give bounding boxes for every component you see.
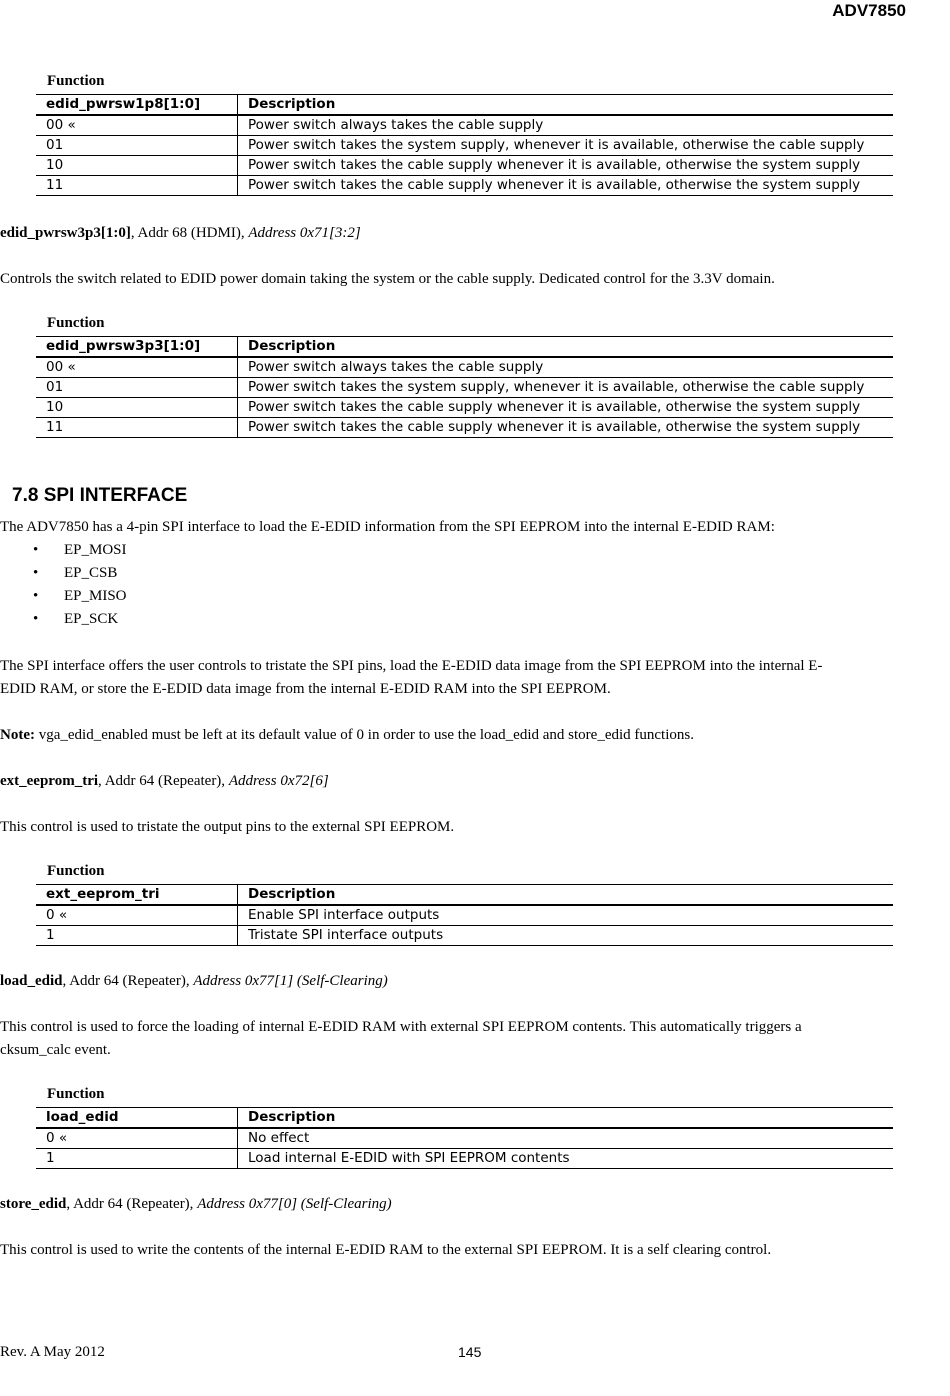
table-row <box>36 357 893 378</box>
register-address: Address 0x71[3:2] <box>248 225 361 241</box>
table-title: Function <box>47 315 105 331</box>
paragraph-line: cksum_calc event. <box>0 1042 111 1058</box>
section-heading <box>12 485 187 507</box>
list-item <box>33 539 127 562</box>
table-row <box>36 1128 893 1149</box>
table-cell: 00 « <box>36 357 238 378</box>
table-cell: 11 <box>36 418 238 438</box>
table-cell: 10 <box>36 156 238 176</box>
register-address: Address 0x77[0] (Self-Clearing) <box>197 1196 392 1212</box>
bullet-icon: • <box>33 611 39 627</box>
table-cell: 0 « <box>36 905 238 926</box>
column-header-field: edid_pwrsw3p3[1:0] <box>36 337 238 358</box>
register-address: Address 0x77[1] (Self-Clearing) <box>193 973 388 989</box>
table-cell: 11 <box>36 176 238 196</box>
table-row <box>36 398 893 418</box>
table-cell: 1 <box>36 926 238 946</box>
table-cell: Tristate SPI interface outputs <box>238 926 894 946</box>
table-cell: 10 <box>36 398 238 418</box>
table-row <box>36 926 893 946</box>
section-number: 7.8 <box>12 485 39 506</box>
section-title: SPI INTERFACE <box>43 485 188 506</box>
column-header-description: Description <box>238 1108 894 1129</box>
register-name: store_edid <box>0 1196 67 1212</box>
register-table-tri <box>36 884 893 946</box>
register-addr: , Addr 64 (Repeater), <box>98 773 229 789</box>
table-header-row <box>36 885 893 906</box>
table-cell: Power switch takes the cable supply whenever it is available, otherwise the system supply <box>238 418 894 438</box>
register-heading-tri <box>0 770 930 793</box>
register-name: ext_eeprom_tri <box>0 773 99 789</box>
paragraph-line: EDID RAM, or store the E-EDID data image from the internal E-EDID RAM into the SPI EEPROM. <box>0 681 611 697</box>
table-cell: No effect <box>238 1128 894 1149</box>
table-row <box>36 905 893 926</box>
list-item-label: EP_MISO <box>64 588 127 604</box>
page-number: 145 <box>458 1344 482 1360</box>
column-header-description: Description <box>238 95 894 116</box>
register-addr: , Addr 68 (HDMI), <box>130 225 249 241</box>
register-description: This control is used to tristate the output pins to the external SPI EEPROM. <box>0 819 455 835</box>
register-heading-store <box>0 1193 930 1216</box>
table-cell: Power switch takes the cable supply whenever it is available, otherwise the system supply <box>238 398 894 418</box>
table-cell: Load internal E-EDID with SPI EEPROM contents <box>238 1149 894 1169</box>
list-item-label: EP_SCK <box>64 611 119 627</box>
register-description: Controls the switch related to EDID power domain taking the system or the cable supply. Dedicated control for the 3.3V domain. <box>0 271 775 287</box>
register-table-pwrsw1p8 <box>36 94 893 196</box>
paragraph-line: This control is used to force the loading of internal E-EDID RAM with external SPI EEPROM contents. This automatically triggers a <box>0 1019 802 1035</box>
table-row <box>36 176 893 196</box>
paragraph-line: The SPI interface offers the user controls to tristate the SPI pins, load the E-EDID data image from the SPI EEPROM into the internal E- <box>0 658 823 674</box>
table-row <box>36 156 893 176</box>
column-header-field: ext_eeprom_tri <box>36 885 238 906</box>
list-item-label: EP_CSB <box>64 565 118 581</box>
table-cell: 0 « <box>36 1128 238 1149</box>
list-item <box>33 608 118 631</box>
list-item <box>33 562 117 585</box>
table-row <box>36 136 893 156</box>
table-cell: Enable SPI interface outputs <box>238 905 894 926</box>
note-label: Note: <box>0 727 35 743</box>
table-row <box>36 378 893 398</box>
table-cell: Power switch takes the system supply, whenever it is available, otherwise the cable supply <box>238 136 894 156</box>
bullet-icon: • <box>33 565 39 581</box>
table-row <box>36 1149 893 1169</box>
list-item-label: EP_MOSI <box>64 542 127 558</box>
register-description: This control is used to write the contents of the internal E-EDID RAM to the external SPI EEPROM. It is a self clearing control. <box>0 1242 772 1258</box>
table-cell: Power switch takes the cable supply whenever it is available, otherwise the system supply <box>238 176 894 196</box>
table-cell: 01 <box>36 136 238 156</box>
list-item <box>33 585 127 608</box>
table-cell: Power switch takes the system supply, whenever it is available, otherwise the cable supply <box>238 378 894 398</box>
register-heading-load <box>0 970 930 993</box>
table-title: Function <box>47 863 105 879</box>
register-addr: , Addr 64 (Repeater), <box>62 973 194 989</box>
footer-revision: Rev. A May 2012 <box>0 1344 105 1360</box>
table-cell: 1 <box>36 1149 238 1169</box>
column-header-field: load_edid <box>36 1108 238 1129</box>
table-cell: 01 <box>36 378 238 398</box>
register-addr: , Addr 64 (Repeater), <box>66 1196 198 1212</box>
register-table-load <box>36 1107 893 1169</box>
table-cell: 00 « <box>36 115 238 136</box>
table-row <box>36 115 893 136</box>
table-title: Function <box>47 1086 105 1102</box>
register-name: edid_pwrsw3p3[1:0] <box>0 225 131 241</box>
note-text: vga_edid_enabled must be left at its default value of 0 in order to use the load_edid and store_edid functions. <box>34 727 694 743</box>
table-header-row <box>36 95 893 116</box>
register-address: Address 0x72[6] <box>228 773 329 789</box>
table-row <box>36 418 893 438</box>
table-header-row <box>36 1108 893 1129</box>
column-header-description: Description <box>238 885 894 906</box>
register-name: load_edid <box>0 973 63 989</box>
table-cell: Power switch always takes the cable supply <box>238 357 894 378</box>
note-paragraph <box>0 724 930 747</box>
table-header-row <box>36 337 893 358</box>
table-title: Function <box>47 73 105 89</box>
table-cell: Power switch takes the cable supply whenever it is available, otherwise the system supply <box>238 156 894 176</box>
column-header-field: edid_pwrsw1p8[1:0] <box>36 95 238 116</box>
bullet-icon: • <box>33 588 39 604</box>
bullet-icon: • <box>33 542 39 558</box>
register-table-pwrsw3p3 <box>36 336 893 438</box>
column-header-description: Description <box>238 337 894 358</box>
register-heading-pwrsw3p3 <box>0 222 930 245</box>
document-title: ADV7850 <box>832 1 906 20</box>
table-cell: Power switch always takes the cable supply <box>238 115 894 136</box>
section-intro: The ADV7850 has a 4-pin SPI interface to load the E-EDID information from the SPI EEPROM into the internal E-EDID RAM: <box>0 519 775 535</box>
